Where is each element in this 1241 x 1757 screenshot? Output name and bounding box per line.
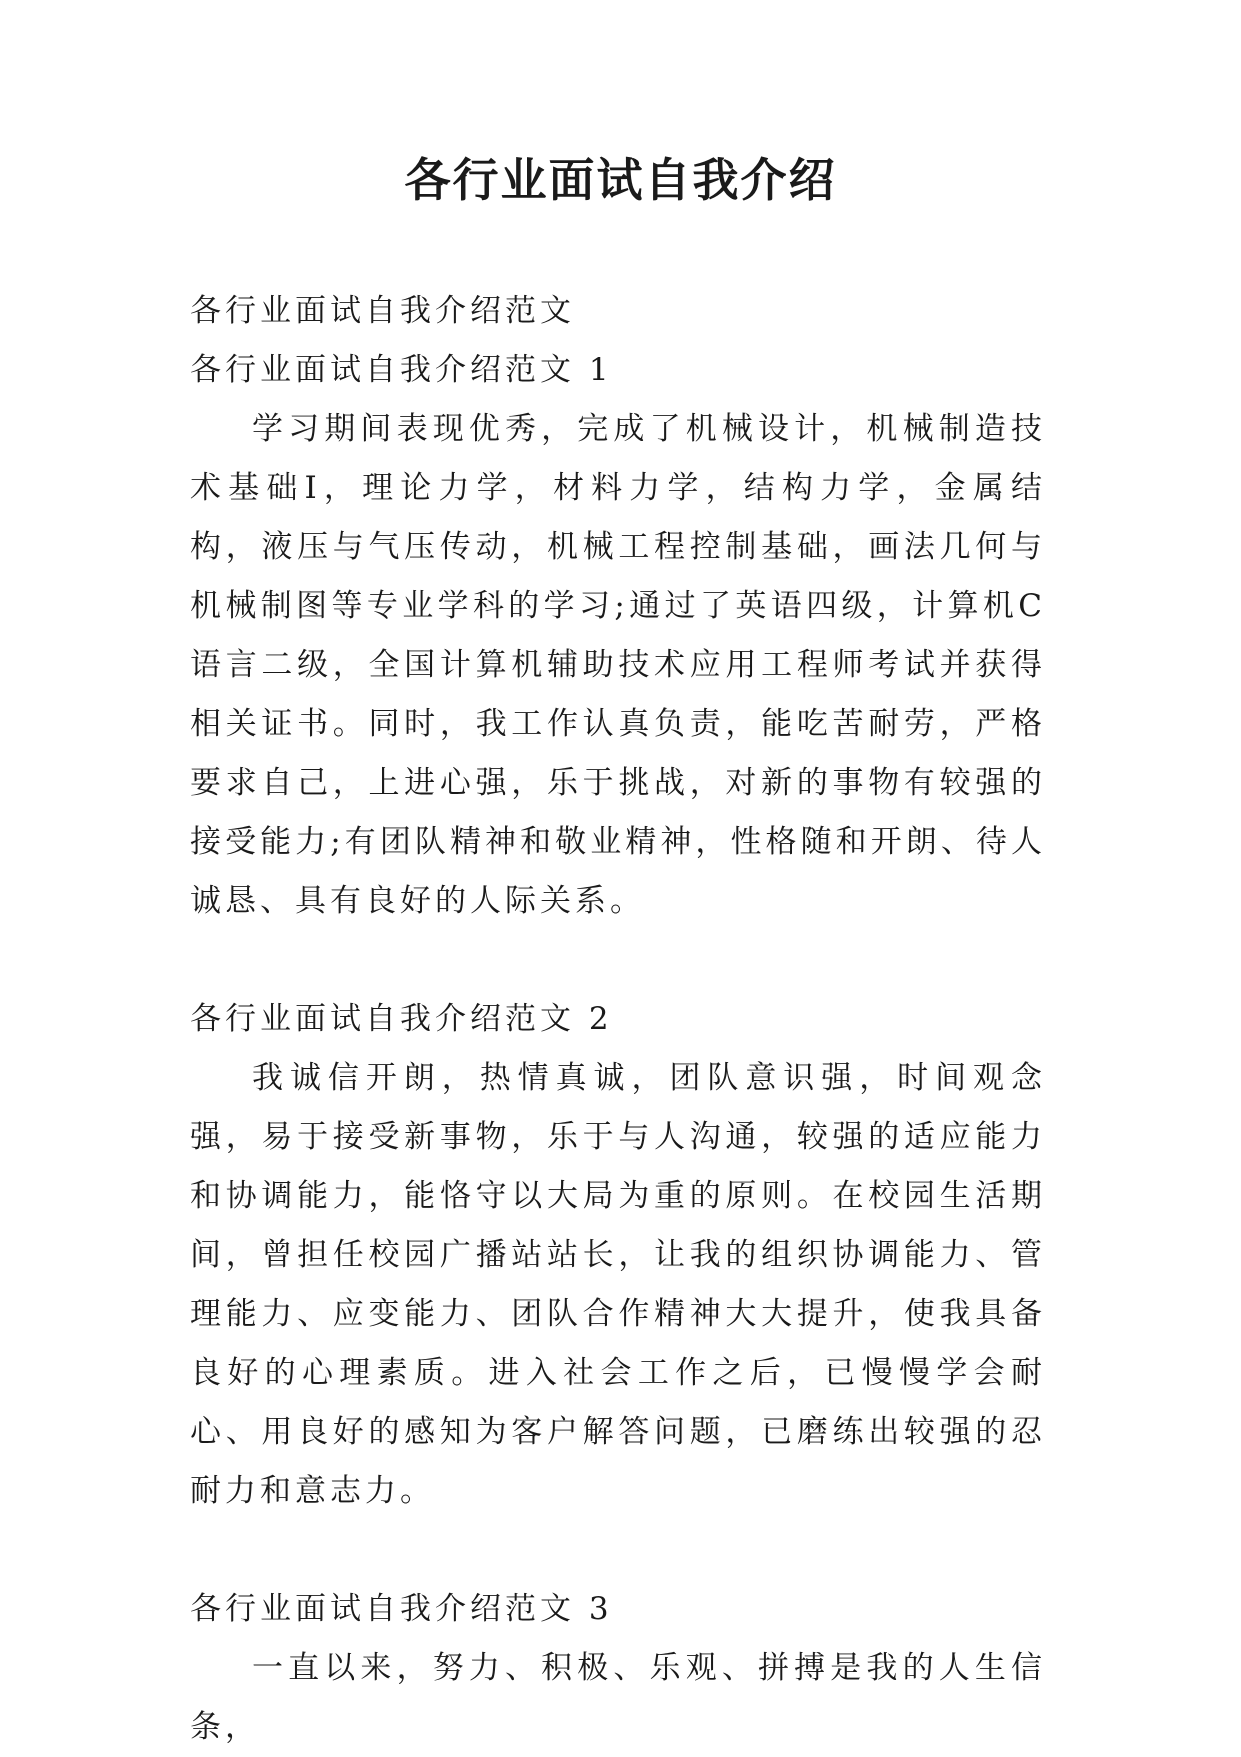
paragraph-spacer: [190, 931, 1046, 990]
section-paragraph: 学习期间表现优秀，完成了机械设计，机械制造技术基础Ⅰ，理论力学，材料力学，结构力学，金属结构，液压与气压传动，机械工程控制基础，画法几何与机械制图等专业学科的学习;通过了英语四级，计算机C语言二级，全国计算机辅助技术应用工程师考试并获得相关证书。同时，我工作认真负责，能吃苦耐劳，严格要求自己，上进心强，乐于挑战，对新的事物有较强的接受能力;有团队精神和敬业精神，性格随和开朗、待人诚恳、具有良好的人际关系。: [190, 411, 1046, 919]
document-title: 各行业面试自我介绍: [404, 153, 837, 207]
section-paragraph: 我诚信开朗，热情真诚，团队意识强，时间观念强，易于接受新事物，乐于与人沟通，较强的适应能力和协调能力，能恪守以大局为重的原则。在校园生活期间，曾担任校园广播站站长，让我的组织协调能力、管理能力、应变能力、团队合作精神大大提升，使我具备良好的心理素质。进入社会工作之后，已慢慢学会耐心、用良好的感知为客户解答问题，已磨练出较强的忍耐力和意志力。: [190, 1060, 1046, 1509]
document-body: [190, 282, 1046, 1757]
section-heading: 各行业面试自我介绍范文 1: [190, 352, 613, 388]
paragraph-spacer: [190, 1521, 1046, 1580]
section-heading: 各行业面试自我介绍范文 2: [190, 1001, 613, 1037]
section-heading: 各行业面试自我介绍范文: [190, 293, 575, 329]
section-paragraph: 一直以来，努力、积极、乐观、拼搏是我的人生信条，: [190, 1650, 1046, 1745]
section-heading: 各行业面试自我介绍范文 3: [190, 1591, 613, 1627]
